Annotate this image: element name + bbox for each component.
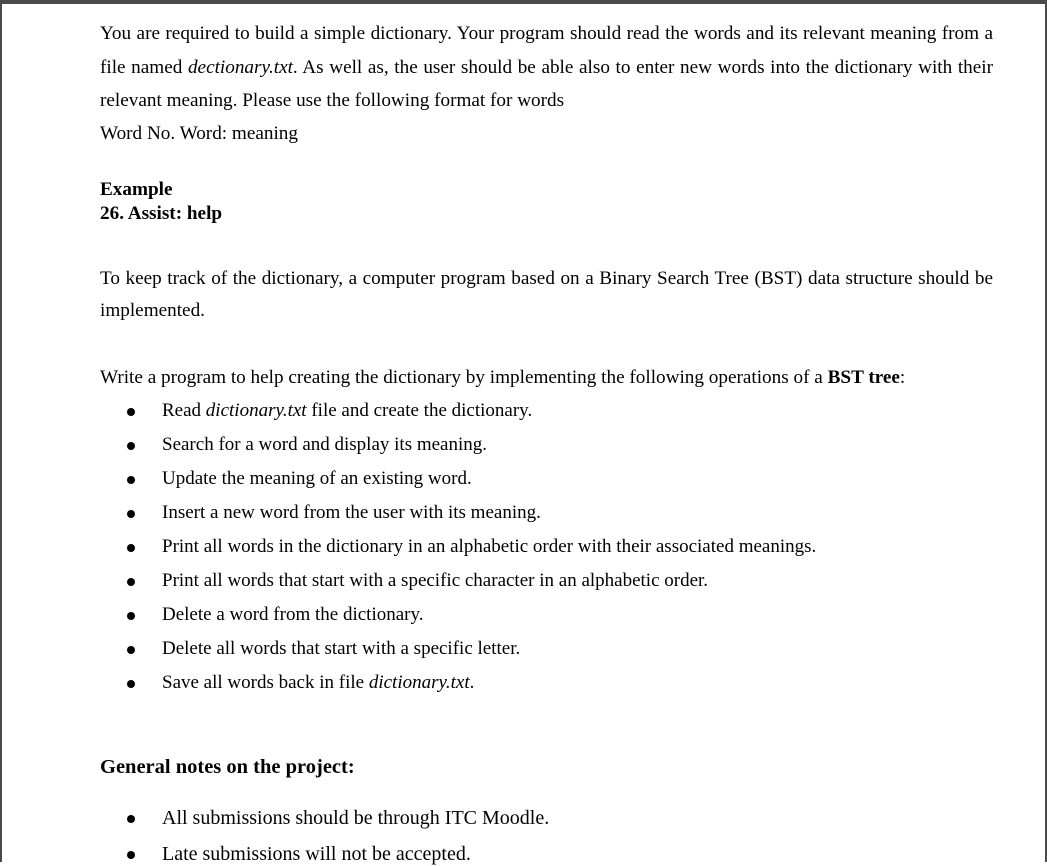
intro-format: Word No. Word: meaning (100, 123, 298, 144)
window-top-border (0, 0, 1047, 4)
bullet-icon (127, 544, 135, 552)
list-item-text: Insert a new word from the user with its meaning. (162, 502, 541, 523)
task-text: Write a program to help creating the dictionary by implementing the following operations of a (100, 367, 828, 388)
task-bold: BST tree (827, 367, 900, 388)
tracking-line-1: To keep track of the dictionary, a computer program based on a Binary Search Tree (BST) data structure should be (100, 268, 993, 289)
bullet-icon (127, 408, 135, 416)
bullet-icon (127, 578, 135, 586)
tracking-line-2: implemented. (100, 300, 205, 321)
list-item-text: Print all words in the dictionary in an alphabetic order with their associated meanings. (162, 536, 817, 557)
notes-heading: General notes on the project: (100, 756, 355, 778)
list-item-text: Search for a word and display its meaning. (162, 434, 488, 455)
list-item-text: Update the meaning of an existing word. (162, 468, 472, 489)
list-item-text: Delete all words that start with a specific letter. (162, 638, 521, 659)
example-value: 26. Assist: help (100, 203, 223, 224)
list-item-text: Delete a word from the dictionary. (162, 604, 424, 625)
list-item-text: Print all words that start with a specific character in an alphabetic order. (162, 570, 709, 591)
bullet-icon (127, 680, 135, 688)
bullet-icon (127, 612, 135, 620)
list-item-text: Save all words back in file dictionary.txt. (162, 672, 475, 693)
intro-filename: dectionary.txt (187, 57, 293, 78)
example-title: Example (100, 179, 173, 200)
intro-line-2-start: file named (100, 57, 188, 78)
window-left-border (0, 0, 2, 862)
list-item-text: All submissions should be through ITC Moodle. (162, 807, 550, 829)
intro-line-2 (100, 56, 993, 80)
bullet-icon (127, 476, 135, 484)
bullet-icon (127, 442, 135, 450)
bullet-icon (127, 510, 135, 518)
intro-line-3: relevant meaning. Please use the following format for words (100, 90, 565, 111)
intro-line-2-end: . As well as, the user should be able also to enter new words into the dictionary with their (292, 57, 993, 78)
bullet-icon (127, 851, 135, 859)
intro-line-1: You are required to build a simple dictionary. Your program should read the words and its relevant meaning from a (100, 23, 993, 44)
bullet-icon (127, 815, 135, 823)
bullet-icon (127, 646, 135, 654)
task-suffix: : (899, 367, 906, 388)
list-item-text: Late submissions will not be accepted. (162, 843, 471, 865)
list-item-text: Read dictionary.txt file and create the dictionary. (162, 400, 533, 421)
task-statement (100, 366, 905, 390)
